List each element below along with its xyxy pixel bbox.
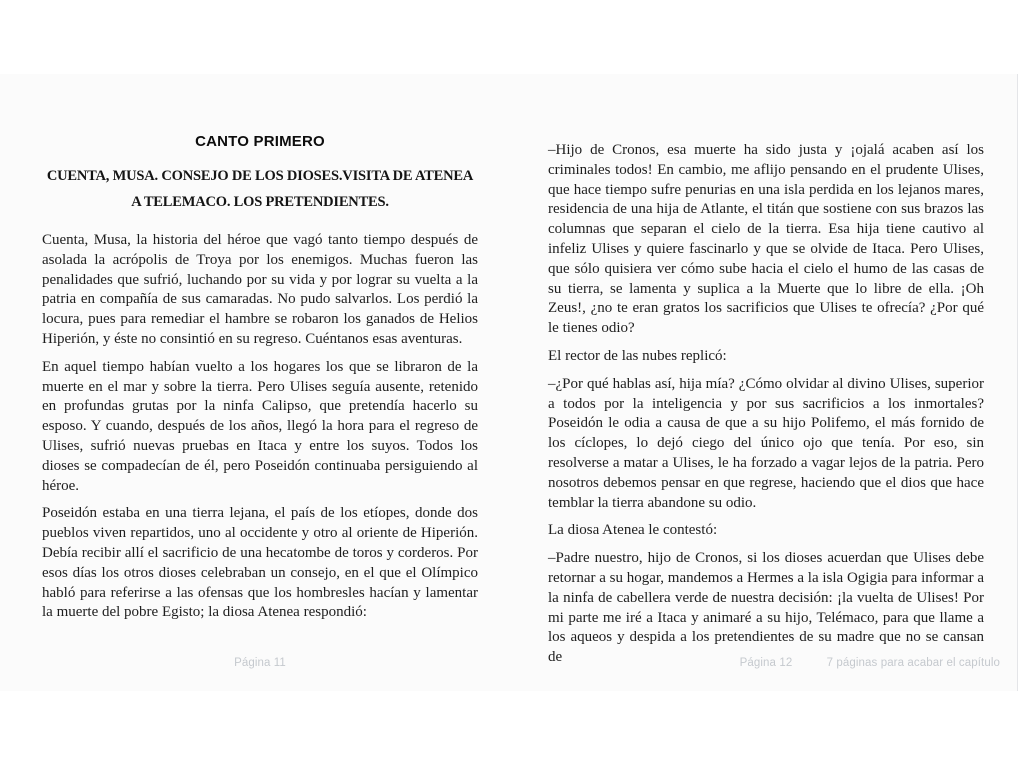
paragraph: –Hijo de Cronos, esa muerte ha sido justa y ¡ojalá acaben así los criminales todos! En cambio, me aflijo pensando en el prudente Ulises, que hace tiempo sufre penurias en una isla perdida en los lejanos mares, residencia de una hija de Atlante, el titán que sostiene con sus brazos las columnas que separan el cielo de la tierra. Esa hija tiene cautivo al infeliz Ulises y quiere fascinarlo y que se olvide de Itaca. Pero Ulises, que sólo quisiera ver cómo sube hacia el cielo el humo de las casas de su tierra, se lamenta y suplica a la Muerte que lo libre de ella. ¡Oh Zeus!, ¿no te eran gratos los sacrificios que Ulises te ofrecía? ¿Por qué le tienes odio? <box>548 142 984 337</box>
paragraph: En aquel tiempo habían vuelto a los hogares los que se libraron de la muerte en el mar y sobre la tierra. Pero Ulises seguía ausente, retenido en profundas grutas por la ninfa Calipso, que pretendía hacerlo su esposo. Y cuando, después de los años, llegó la hora para el regreso de Ulises, sufrió nuevas pruebas en Itaca y entre los suyos. Todos los dioses se compadecían de él, pero Poseidón continuaba persiguiendo al héroe. <box>42 358 478 494</box>
page-left <box>42 132 478 631</box>
paragraph: –¿Por qué hablas así, hija mía? ¿Cómo olvidar al divino Ulises, superior a todos por la inteligencia y por sus sacrificios a los inmortales? Poseidón le odia a causa de que a su hijo Polifemo, el más fornido de los cíclopes, lo dejó ciego del único ojo que tenía. Por eso, sin resolverse a matar a Ulises, le ha forzado a vagar lejos de la patria. Pero nosotros debemos pensar en que regrese, haciendo que el dios que hace temblar la tierra abandone su odio. <box>548 375 984 511</box>
paragraph: El rector de las nubes replicó: <box>548 347 727 364</box>
chapter-remaining-label: 7 páginas para acabar el capítulo <box>826 657 1000 669</box>
page-number-left: Página 11 <box>234 657 286 669</box>
paragraph: Cuenta, Musa, la historia del héroe que vagó tanto tiempo después de asolada la acrópolis de Troya por los enemigos. Muchas fueron las penalidades que sufrió, luchando por su vida y por lograr su vuelta a la patria en compañía de sus camaradas. No pudo salvarlos. Los perdió la locura, pues para remediar el hambre se robaron los ganados de Helios Hiperión, y éste no consintió en su regreso. Cuéntanos esas aventuras. <box>42 232 478 347</box>
reading-surface[interactable] <box>0 74 1018 691</box>
page-right-body <box>548 141 984 668</box>
paragraph: –Padre nuestro, hijo de Cronos, si los dioses acuerdan que Ulises debe retornar a su hogar, mandemos a Hermes a la isla Ogigia para informar a la ninfa de cabellera verde de nuestra decisión: ¡la vuelta de Ulises! Por mi parte me iré a Itaca y animaré a su hijo, Telémaco, para que llame a los aqueos y despida a los pretendientes de su madre que no se cansan de <box>548 550 984 666</box>
chapter-subtitle: CUENTA, MUSA. CONSEJO DE LOS DIOSES.VISITA DE ATENEA A TELEMACO. LOS PRETENDIENTES. <box>46 168 474 210</box>
page-right <box>548 141 984 676</box>
paragraph: La diosa Atenea le contestó: <box>548 522 718 539</box>
chapter-title: CANTO PRIMERO <box>195 133 325 150</box>
paragraph: Poseidón estaba en una tierra lejana, el país de los etíopes, donde dos pueblos viven repartidos, uno al occidente y otro al oriente de Hiperión. Debía recibir allí el sacrificio de una hecatombe de toros y corderos. Por esos días los otros dioses celebraban un consejo, en el que el Olímpico habló para referirse a las ofensas que los hombresles hacían y lamentar la muerte del pobre Egisto; la diosa Atenea respondió: <box>42 505 478 621</box>
page-number-right: Página 12 <box>739 657 793 669</box>
page-left-body <box>42 231 478 623</box>
